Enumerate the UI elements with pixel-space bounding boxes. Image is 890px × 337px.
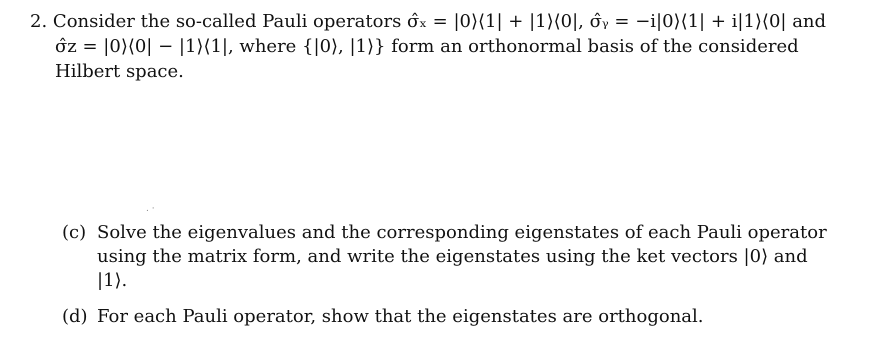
- stray-ink-mark: . ·: [146, 204, 155, 214]
- part-c-label: (c): [62, 222, 87, 243]
- problem-line-1: [30, 11, 826, 33]
- part-c-line-1: Solve the eigenvalues and the corresponding eigenstates of each Pauli operator: [97, 222, 827, 243]
- problem-line-2: σ̂z = |0⟩⟨0| − |1⟩⟨1|, where {|0⟩, |1⟩} form an orthonormal basis of the considered: [55, 36, 799, 57]
- part-d-line-1: For each Pauli operator, show that the eigenstates are orthogonal.: [97, 306, 704, 327]
- part-c-line-3: |1⟩.: [97, 270, 128, 291]
- part-d-label: (d): [62, 306, 88, 327]
- problem-text-1: Consider the so-called Pauli operators σ̂ₓ = |0⟩⟨1| + |1⟩⟨0|, σ̂ᵧ = −i|0⟩⟨1| + i|1⟩⟨0| and: [52, 11, 827, 32]
- problem-number: 2.: [30, 11, 48, 32]
- part-c-line-2: using the matrix form, and write the eigenstates using the ket vectors |0⟩ and: [97, 246, 808, 267]
- problem-line-3: Hilbert space.: [55, 61, 184, 82]
